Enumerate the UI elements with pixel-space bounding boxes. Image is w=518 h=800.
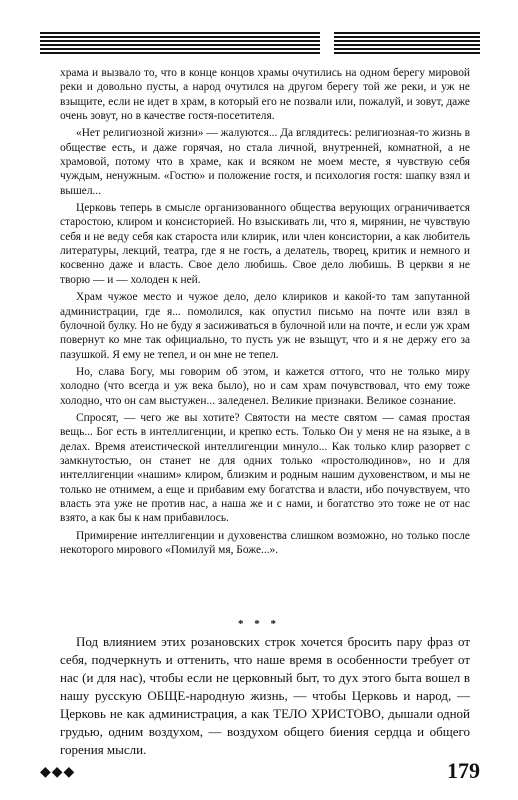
quote-paragraph: «Нет религиозной жизни» — жалуются... Да вглядитесь: религиозная-то жизнь в обществе есть, и даже горячая, но стала личной, внутренней, комнатной, а не храмовой, потому что в храме, как и всяком не моем месте, я чувствую себя чуждым, ненужным. «Гостю» и положение гостя, и психология гостя: шапку взял и вышел...: [60, 127, 470, 197]
commentary-paragraph: Под влиянием этих розановских строк хочется бросить пару фраз от себя, подчеркнуть и оттенить, что наше время в особенности требует от нас (и для нас), чтобы если не церковный быт, то дух этого быта вошел в нашу русскую ОБЩЕ-народную жизнь, — чтобы Церковь и народ, — Церковь не как администрация, а как ТЕЛО ХРИСТОВО, дышали одной грудью, одним воздухом, — воздухом общего биения сердца и общего горения мысли.: [60, 634, 470, 757]
header-rule: [40, 32, 480, 54]
quote-paragraph: Спросят, — чего же вы хотите? Святости на месте святом — самая простая вещь... Бог есть в интеллигенции, и крепко есть. Только Он у меня не на языке, а в делах. Время атеистической интеллигенции минуло... Как только клир разорвет с замкнутостью, он станет не для одних только «простолюдинов», но и для интеллигенции «нашим» клиром, близким и родным нашим духовенством, и мы не только не отнимем, а еще и прибавим ему богатства и власти, ибо почувствуем, что власть эта уже не против нас, а наша же и с нами, и богатство это тоже не от нас взято, а как бы к нам прибавилось.: [60, 411, 470, 525]
quote-paragraph: Но, слава Богу, мы говорим об этом, и кажется оттого, что не только миру холодно (что всегда и уж века было), но и сам храм почувствовал, что ему тоже холодно, что он сам выстужен... заледенел. Великие признаки. Великое сознание.: [60, 365, 470, 407]
quote-paragraph: Церковь теперь в смысле организованного общества верующих ограничивается старостою, клиром и консисторией. Но взыскивать ли, что я, мирянин, не чувствую себя и не веду себя как староста или клирик, или член консистории, а как любитель литературы, лекций, театра, где я не гость, а делатель, творец, критик и немного и косвенно даже и власть. Свое дело любишь. Свое дело любишь. В церкви я не творю — и — холоден к ней.: [60, 202, 470, 286]
header-rule-gap: [320, 32, 334, 54]
quote-paragraph: Примирение интеллигенции и духовенства слишком возможно, но только после некоторого мирового «Помилуй мя, Боже...».: [60, 529, 470, 556]
quote-paragraph: храма и вызвало то, что в конце концов храмы очутились на одном берегу мировой реки и довольно пусты, а народ очутился на другом берегу той же реки, и уж не взыщите, если не идет в храм, в который его не позвали или, пожалуй, и зовут, даже очень зовут, но в качестве гостя-посетителя.: [60, 67, 470, 123]
page-number: 179: [447, 758, 480, 783]
section-separator: * * *: [238, 618, 280, 630]
quote-block: [60, 66, 470, 560]
commentary-block: [60, 633, 470, 759]
footer-ornament: ◆◆◆: [40, 764, 76, 780]
quote-paragraph: Храм чужое место и чужое дело, дело клириков и какой-то там запутанной администрации, где я... помолился, как опустил письмо на почте или взял в булочной булку. Но не буду я засиживаться в булочной или на почте, и если уж храм повернут ко мне так официально, то пусть уж не взыщут, что и я не держу его за пазушкой. Я ему не тепел, и он мне не тепел.: [60, 291, 470, 361]
page-footer: [40, 758, 480, 788]
